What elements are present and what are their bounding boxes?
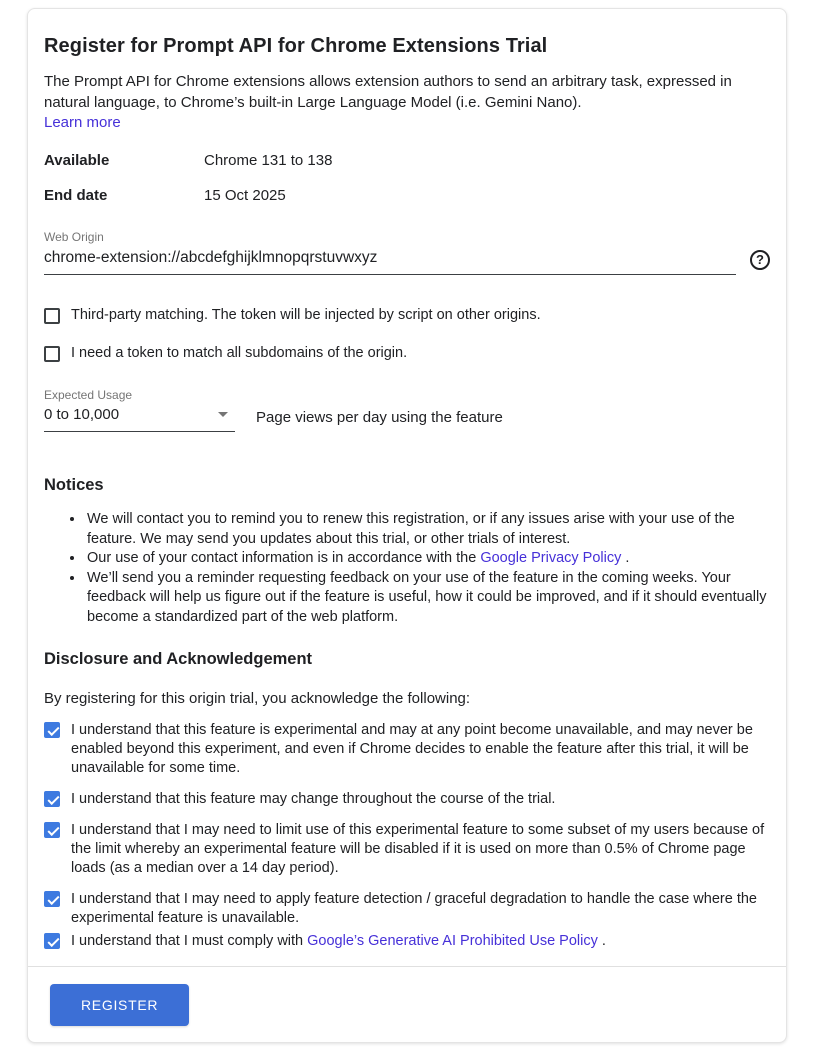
notices-list xyxy=(44,510,770,627)
web-origin-label: Web Origin xyxy=(44,230,104,244)
chevron-down-icon xyxy=(218,412,228,417)
acknowledgement-item xyxy=(44,890,770,928)
ack-text: I understand that I may need to limit use of this experimental feature to some subset of my users because of the limit whereby an experimental feature will be disabled if it is used on more than 0.5% of Chrome page loads (as a median over a 14 day period). xyxy=(71,822,765,876)
available-label: Available xyxy=(44,152,110,169)
web-origin-input[interactable] xyxy=(44,244,736,275)
subdomain-matching-checkbox[interactable] xyxy=(44,346,60,362)
expected-usage-value: 0 to 10,000 xyxy=(44,406,120,423)
end-date-row xyxy=(44,186,770,206)
ack-text xyxy=(71,932,606,951)
ack-feature-change-checkbox[interactable] xyxy=(44,791,60,807)
ack-feature-detection-checkbox[interactable] xyxy=(44,891,60,907)
end-date-value: 15 Oct 2025 xyxy=(204,187,286,204)
expected-usage-hint: Page views per day using the feature xyxy=(256,408,503,426)
card-footer xyxy=(28,967,786,1042)
notice-text: . xyxy=(621,550,630,566)
ack-usage-limit-checkbox[interactable] xyxy=(44,822,60,838)
ack-policy-compliance-checkbox[interactable] xyxy=(44,933,60,949)
notice-item xyxy=(85,569,770,628)
generative-ai-policy-link[interactable]: Google’s Generative AI Prohibited Use Policy xyxy=(307,933,598,949)
web-origin-row xyxy=(44,244,770,275)
expected-usage-field xyxy=(44,388,770,432)
acknowledgement-item xyxy=(44,932,770,951)
available-value: Chrome 131 to 138 xyxy=(204,152,333,169)
subdomain-matching-option xyxy=(44,344,770,363)
ack-text: I understand that this feature is experimental and may at any point become unavailable, and may never be enabled beyond this experiment, and even if Chrome decides to enable the feature after this trial, it will be unavailable for some time. xyxy=(71,722,753,776)
ack-text-before: I understand that I must comply with xyxy=(71,933,308,949)
available-row xyxy=(44,151,770,171)
disclosure-heading: Disclosure and Acknowledgement xyxy=(44,650,313,668)
registration-card xyxy=(27,8,787,1043)
third-party-matching-label: Third-party matching. The token will be injected by script on other origins. xyxy=(71,307,541,323)
notice-item xyxy=(85,510,770,549)
ack-text: I understand that this feature may change throughout the course of the trial. xyxy=(71,791,556,807)
register-button[interactable]: REGISTER xyxy=(50,984,189,1026)
help-icon[interactable]: ? xyxy=(750,250,770,270)
notice-item xyxy=(85,549,770,569)
ack-experimental-checkbox[interactable] xyxy=(44,722,60,738)
trial-description: The Prompt API for Chrome extensions allows extension authors to send an arbitrary task, expressed in natural language, to Chrome’s built-in Large Language Model (i.e. Gemini Nano). xyxy=(44,73,732,111)
expected-usage-select[interactable] xyxy=(44,402,235,432)
notice-text: We’ll send you a reminder requesting feedback on your use of the feature in the coming weeks. Your feedback will help us figure out if the feature is useful, how it could be improved, and if it should eventually become a standardized part of the web platform. xyxy=(87,569,767,625)
notice-text: Our use of your contact information is in accordance with the xyxy=(87,550,481,566)
third-party-matching-option xyxy=(44,306,770,325)
disclosure-intro: By registering for this origin trial, you acknowledge the following: xyxy=(44,690,471,707)
learn-more-link[interactable]: Learn more xyxy=(44,114,121,131)
third-party-matching-checkbox[interactable] xyxy=(44,308,60,324)
trial-details xyxy=(44,151,770,206)
expected-usage-label: Expected Usage xyxy=(44,388,133,402)
acknowledgement-item xyxy=(44,790,770,809)
ack-text: I understand that I may need to apply feature detection / graceful degradation to handle the case where the experimental feature is unavailable. xyxy=(71,891,757,926)
notices-heading: Notices xyxy=(44,476,104,494)
card-body xyxy=(28,9,786,951)
ack-text-after: . xyxy=(597,933,606,949)
acknowledgement-item xyxy=(44,721,770,778)
web-origin-field xyxy=(44,230,770,275)
expected-usage-row xyxy=(44,402,770,432)
acknowledgement-item xyxy=(44,821,770,878)
subdomain-matching-label: I need a token to match all subdomains of the origin. xyxy=(71,345,408,361)
acknowledgement-list xyxy=(44,721,770,951)
google-privacy-policy-link[interactable]: Google Privacy Policy xyxy=(480,550,622,566)
end-date-label: End date xyxy=(44,187,108,204)
page-title: Register for Prompt API for Chrome Extensions Trial xyxy=(44,35,548,57)
notice-text: We will contact you to remind you to renew this registration, or if any issues arise with your use of the feature. We may send you updates about this trial, or other trials of interest. xyxy=(87,511,735,547)
